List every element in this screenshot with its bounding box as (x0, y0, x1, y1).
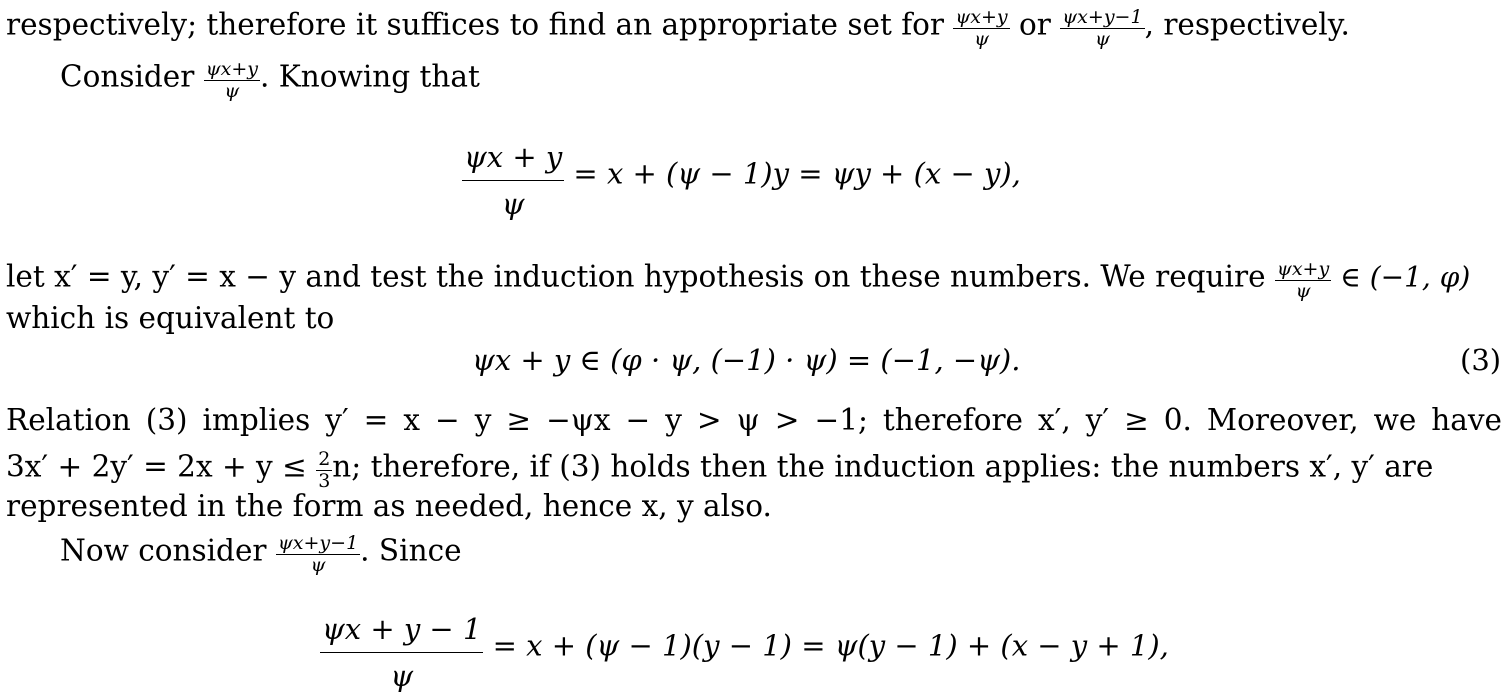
fraction-denominator: ψ (1094, 28, 1110, 50)
text-segment: let x′ = y, y′ = x − y and test the induction hypothesis on these numbers. We require (6, 259, 1275, 294)
paragraph-line-3 (6, 260, 1470, 301)
paragraph-line-1 (6, 8, 1350, 49)
fraction-numerator: ψx+y−1 (277, 532, 359, 554)
paragraph-line-8 (60, 534, 462, 575)
display-equation-3: ψx + y ∈ (φ · ψ, (−1) · ψ) = (−1, −ψ). (472, 343, 1021, 377)
fraction-denominator: ψ (974, 28, 989, 50)
fraction-numerator: 2 (318, 448, 331, 470)
fraction-denominator: ψ (1295, 280, 1311, 302)
equation-rhs: = x + (ψ − 1)(y − 1) = ψ(y − 1) + (x − y + 1), (483, 628, 1169, 663)
text-segment: 3x′ + 2y′ = 2x + y ≤ (6, 449, 317, 484)
text-segment: Consider (60, 59, 204, 94)
text-segment: Now consider (60, 533, 276, 568)
text-segment: . Since (360, 533, 462, 568)
fraction-inline (1060, 8, 1144, 49)
fraction-display (462, 140, 564, 221)
fraction-denominator: 3 (318, 470, 331, 492)
equation-rhs: = x + (ψ − 1)y = ψy + (x − y), (564, 156, 1021, 191)
fraction-numerator: ψx+y−1 (1062, 6, 1143, 28)
fraction-denominator: ψ (390, 659, 414, 693)
paragraph-line-5: Relation (3) implies y′ = x − y ≥ −ψx − y > ψ > −1; therefore x′, y′ ≥ 0. Moreover, we have (6, 403, 1502, 437)
paragraph-line-7: represented in the form as needed, hence x, y also. (6, 489, 772, 523)
text-segment: , respectively. (1144, 7, 1350, 42)
display-equation-2 (320, 612, 1169, 693)
paragraph-line-6 (6, 450, 1433, 491)
fraction-denominator: ψ (224, 80, 240, 102)
fraction-inline (276, 534, 360, 575)
text-segment: respectively; therefore it suffices to find an appropriate set for (6, 7, 954, 42)
paragraph-line-4: which is equivalent to (6, 301, 335, 335)
fraction-inline (316, 450, 332, 491)
text-segment: or (1009, 7, 1061, 42)
fraction-numerator: ψx+y (955, 6, 1008, 28)
text-segment: n; therefore, if (3) holds then the induction applies: the numbers x′, y′ are (332, 449, 1434, 484)
fraction-display (320, 612, 483, 693)
fraction-inline (953, 8, 1009, 49)
equation-number: (3) (1460, 343, 1502, 377)
fraction-numerator: ψx+y (205, 58, 259, 80)
fraction-numerator: ψx + y − 1 (320, 612, 483, 653)
fraction-numerator: ψx+y (1276, 258, 1330, 280)
display-equation-1 (462, 140, 1021, 221)
fraction-denominator: ψ (310, 554, 326, 576)
text-segment: . Knowing that (260, 59, 480, 94)
fraction-numerator: ψx + y (462, 140, 564, 181)
text-segment: ∈ (−1, φ) (1331, 260, 1471, 294)
fraction-denominator: ψ (501, 187, 525, 221)
fraction-inline (204, 60, 260, 101)
fraction-inline (1275, 260, 1331, 301)
paragraph-line-2 (60, 60, 480, 101)
